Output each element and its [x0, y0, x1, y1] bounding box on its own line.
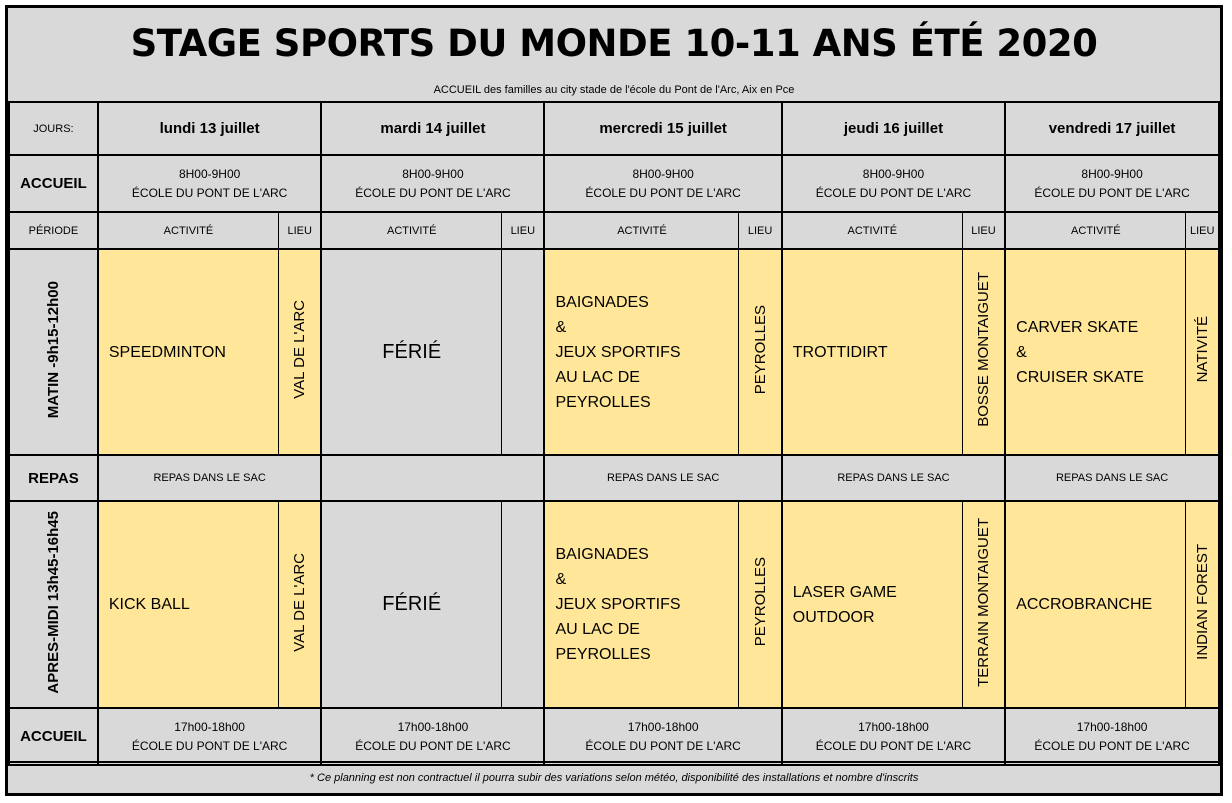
- activite-header: ACTIVITÉ: [321, 212, 501, 249]
- lieu-cell: [1186, 249, 1219, 455]
- accueil-cell: [98, 708, 322, 765]
- accueil-time: 8H00-9H00: [1081, 166, 1143, 181]
- day-header: vendredi 17 juillet: [1005, 102, 1219, 155]
- accueil-time: 8H00-9H00: [632, 166, 694, 181]
- activity-line: &: [555, 318, 567, 336]
- accueil-cell: [321, 708, 544, 765]
- accueil-time: 8H00-9H00: [178, 166, 241, 181]
- matin-row: [9, 249, 1219, 455]
- activity-cell: [321, 249, 501, 455]
- accueil-cell: [321, 155, 544, 212]
- activity-cell: [98, 501, 279, 708]
- accueil-time: 17h00-18h00: [397, 719, 469, 734]
- jours-label: JOURS:: [9, 102, 98, 155]
- activity-line: JEUX SPORTIFS: [555, 343, 681, 361]
- activity-line: ACCROBRANCHE: [1016, 596, 1153, 613]
- accueil-cell: [544, 155, 781, 212]
- activity-line: LASER GAME: [792, 583, 897, 601]
- activity-line: CRUISER SKATE: [1016, 368, 1144, 386]
- activity-line: AU LAC DE PEYROLLES: [555, 368, 651, 411]
- activite-header: ACTIVITÉ: [98, 212, 279, 249]
- activity-line: SPEEDMINTON: [108, 343, 226, 361]
- accueil-cell: [544, 708, 781, 765]
- accueil-cell: [98, 155, 322, 212]
- activite-header: ACTIVITÉ: [782, 212, 963, 249]
- activity-line: JEUX SPORTIFS: [555, 596, 681, 613]
- lieu-header: LIEU: [502, 212, 545, 249]
- accueil-place: ÉCOLE DU PONT DE L'ARC: [355, 738, 511, 753]
- activity-cell: [544, 249, 738, 455]
- lieu-cell: [962, 249, 1005, 455]
- activity-line: BAIGNADES: [555, 546, 649, 563]
- day-header: mercredi 15 juillet: [544, 102, 781, 155]
- accueil-place: ÉCOLE DU PONT DE L'ARC: [355, 185, 511, 200]
- activite-header: ACTIVITÉ: [544, 212, 738, 249]
- accueil-place: ÉCOLE DU PONT DE L'ARC: [131, 738, 288, 753]
- accueil-cell: [782, 155, 1005, 212]
- days-row: [9, 102, 1219, 155]
- lieu-text: VAL DE L'ARC: [291, 300, 309, 399]
- lieu-text: PEYROLLES: [751, 557, 769, 647]
- repas-cell: REPAS DANS LE SAC: [1005, 455, 1219, 501]
- accueil-time: 8H00-9H00: [402, 166, 464, 181]
- activity-cell: [1005, 501, 1186, 708]
- ferie-text: FÉRIÉ: [382, 340, 442, 363]
- activity-line: TROTTIDIRT: [792, 343, 888, 361]
- apres-label-cell: [9, 501, 98, 708]
- repas-cell-empty: [321, 455, 544, 501]
- accueil-cell: [1005, 155, 1219, 212]
- lieu-header: LIEU: [962, 212, 1005, 249]
- accueil-time: 17h00-18h00: [627, 719, 699, 734]
- periode-label: PÉRIODE: [9, 212, 98, 249]
- accueil-time: 8H00-9H00: [862, 166, 925, 181]
- activity-cell: [782, 249, 963, 455]
- accueil-evening-row: [9, 708, 1219, 765]
- lieu-text: BOSSE MONTAIGUET: [974, 272, 992, 427]
- accueil-time: 17h00-18h00: [174, 719, 245, 734]
- activity-cell: [544, 501, 738, 708]
- activity-line: &: [1016, 343, 1027, 361]
- activity-cell: [1005, 249, 1186, 455]
- day-header: lundi 13 juillet: [98, 102, 322, 155]
- schedule-sheet: [5, 5, 1223, 796]
- activity-line: &: [555, 571, 567, 588]
- activity-cell: [98, 249, 279, 455]
- lieu-cell: [739, 249, 782, 455]
- lieu-cell: [502, 501, 545, 708]
- periode-row: [9, 212, 1219, 249]
- activity-cell: [782, 501, 963, 708]
- lieu-header: LIEU: [279, 212, 322, 249]
- lieu-text: VAL DE L'ARC: [291, 552, 309, 652]
- matin-label-cell: [9, 249, 98, 455]
- accueil-label: ACCUEIL: [9, 708, 98, 765]
- lieu-cell: [739, 501, 782, 708]
- lieu-header: LIEU: [739, 212, 782, 249]
- repas-cell: REPAS DANS LE SAC: [544, 455, 781, 501]
- accueil-place: ÉCOLE DU PONT DE L'ARC: [585, 185, 741, 200]
- page-title: STAGE SPORTS DU MONDE 10-11 ANS ÉTÉ 2020: [130, 21, 1098, 65]
- lieu-text: NATIVITÉ: [1193, 316, 1211, 383]
- lieu-cell: [962, 501, 1005, 708]
- lieu-text: TERRAIN MONTAIGUET: [974, 517, 992, 687]
- repas-row: [9, 455, 1219, 501]
- lieu-cell: [502, 249, 545, 455]
- activite-header: ACTIVITÉ: [1005, 212, 1186, 249]
- activity-line: AU LAC DE PEYROLLES: [555, 621, 651, 663]
- accueil-place: ÉCOLE DU PONT DE L'ARC: [815, 738, 972, 753]
- accueil-place: ÉCOLE DU PONT DE L'ARC: [131, 185, 288, 200]
- lieu-cell: [1186, 501, 1219, 708]
- matin-label: MATIN -9h15-12h00: [44, 280, 62, 419]
- apres-row: [9, 501, 1219, 708]
- accueil-morning-row: [9, 155, 1219, 212]
- page-subtitle: ACCUEIL des familles au city stade de l'école du Pont de l'Arc, Aix en Pce: [433, 84, 795, 96]
- day-header: jeudi 16 juillet: [782, 102, 1005, 155]
- activity-line: CARVER SKATE: [1016, 318, 1139, 336]
- day-header: mardi 14 juillet: [321, 102, 544, 155]
- lieu-text: PEYROLLES: [751, 304, 769, 395]
- apres-label: APRES-MIDI 13h45-16h45: [44, 510, 62, 694]
- activity-line: OUTDOOR: [792, 608, 875, 626]
- accueil-place: ÉCOLE DU PONT DE L'ARC: [585, 738, 741, 753]
- accueil-cell: [1005, 708, 1219, 765]
- activity-line: KICK BALL: [108, 596, 190, 613]
- ferie-text: FÉRIÉ: [382, 593, 442, 615]
- accueil-time: 17h00-18h00: [1076, 719, 1148, 734]
- repas-cell: REPAS DANS LE SAC: [98, 455, 322, 501]
- activity-line: BAIGNADES: [555, 293, 649, 311]
- schedule-table: [8, 101, 1220, 766]
- repas-label: REPAS: [9, 455, 98, 501]
- accueil-place: ÉCOLE DU PONT DE L'ARC: [815, 185, 972, 200]
- footer-note: * Ce planning est non contractuel il pourra subir des variations selon météo, disponibilité des installations et nombre d'inscrits: [8, 761, 1220, 793]
- accueil-label: ACCUEIL: [9, 155, 98, 212]
- accueil-cell: [782, 708, 1005, 765]
- accueil-place: ÉCOLE DU PONT DE L'ARC: [1034, 185, 1190, 200]
- accueil-place: ÉCOLE DU PONT DE L'ARC: [1034, 738, 1190, 753]
- lieu-header: LIEU: [1186, 212, 1219, 249]
- lieu-text: INDIAN FOREST: [1193, 544, 1211, 660]
- accueil-time: 17h00-18h00: [858, 719, 929, 734]
- lieu-cell: [279, 249, 322, 455]
- activity-cell: [321, 501, 501, 708]
- repas-cell: REPAS DANS LE SAC: [782, 455, 1005, 501]
- lieu-cell: [279, 501, 322, 708]
